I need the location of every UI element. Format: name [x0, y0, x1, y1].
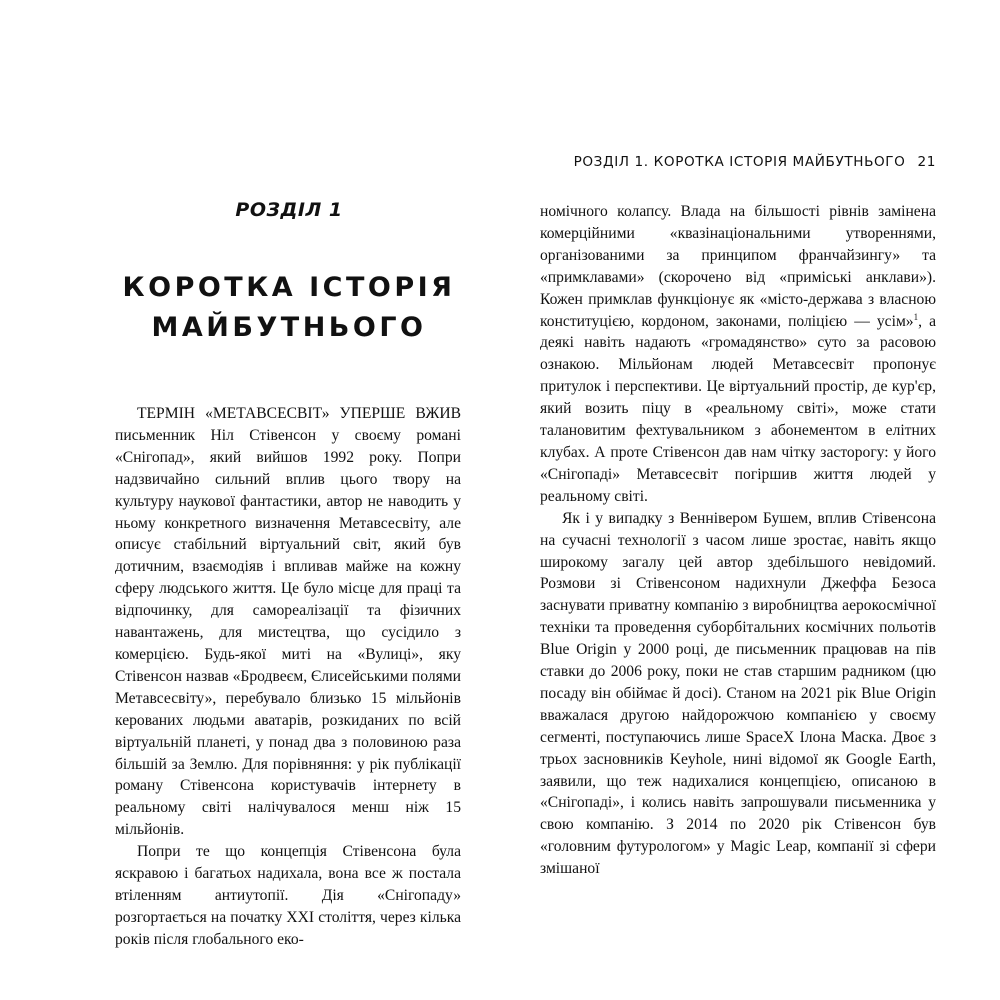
page-number: 21: [917, 154, 936, 170]
chapter-label: РОЗДІЛ 1: [235, 199, 343, 221]
right-page: [500, 0, 1000, 1000]
footnote-marker[interactable]: 1: [913, 311, 919, 322]
chapter-title-line-1: КОРОТКА ІСТОРІЯ: [122, 272, 456, 303]
running-head: [574, 154, 936, 170]
chapter-title: [112, 268, 466, 348]
chapter-title-line-2: МАЙБУТНЬОГО: [151, 312, 427, 343]
running-head-title: РОЗДІЛ 1. КОРОТКА ІСТОРІЯ МАЙБУТНЬОГО: [573, 154, 906, 170]
left-body-text: [115, 403, 461, 951]
paragraph-text: номічного колапсу. Влада на більшості рівнів замінена комерційними «квазінаціональними утвореннями, організованими за принципом франчайзингу» та «примклавами» (скорочено від «приміські анклави»). Кожен примклав функціонує як «місто-держава з власною конституцією, кордоном, законами, поліцією — усім»: [540, 203, 936, 330]
right-body-text: [540, 201, 936, 880]
body-paragraph: [540, 201, 936, 508]
body-paragraph: ТЕРМІН «МЕТАВСЕСВІТ» УПЕРШЕ ВЖИВ письменник Ніл Стівенсон у своєму романі «Снігопад», який вийшов 1992 року. Попри надзвичайно сильний вплив цього твору на культуру наукової фантастики, автор не наводить у ньому конкретного визначення Метавсесвіту, але описує стабільний віртуальний світ, який був дотичним, взаємодіяв і впливав майже на кожну сферу людського життя. Це було місце для праці та відпочинку, для самореалізації та фізичних навантажень, для мистецтва, що сусідило з комерцією. Будь-якої миті на «Вулиці», яку Стівенсон назвав «Бродвеєм, Єлисейськими полями Метавсесвіту», перебувало близько 15 мільйонів керованих людьми аватарів, розкиданих по всій віртуальній планеті, у понад два з половиною раза більшій за Землю. Для порівняння: у рік публікації роману Стівенсона користувачів інтернету в реальному світі налічувалося менш ніж 15 мільйонів.: [115, 405, 461, 839]
body-paragraph: Попри те що концепція Стівенсона була яскравою і багатьох надихала, вона все ж постала втіленням антиутопії. Дія «Снігопаду» розгортається на початку XXI століття, через кілька років після глобального еко-: [115, 843, 461, 948]
body-paragraph: Як і у випадку з Веннівером Бушем, вплив Стівенсона на сучасні технології з часом лише зростає, навіть якщо широкому загалу цей автор здебільшого невідомий. Розмови зі Стівенсоном надихнули Джеффа Безоса заснувати приватну компанію з виробництва аерокосмічної техніки та проведення суборбітальних космічних польотів Blue Origin у 2000 році, де письменник працював на пів ставки до 2006 року, поки не став старшим радником (цю посаду він обіймає й досі). Станом на 2021 рік Blue Origin вважалася другою найдорожчою компанією у своєму сегменті, поступаючись лише SpaceX Ілона Маска. Двоє з трьох засновників Keyhole, нині відомої як Google Earth, заявили, що теж надихалися концепцією, описаною в «Снігопаді», і колись навіть запрошували письменника у свою компанію. З 2014 по 2020 рік Стівенсон був «головним футурологом» у Magic Leap, компанії зі сфери змішаної: [540, 509, 936, 878]
paragraph-text: , а деякі навіть надають «громадянство» суто за расовою ознакою. Мільйонам людей Метавсесвіт пропонує притулок і перспективи. Це віртуальний простір, де кур'єр, який возить піцу в «реальному світі», може стати талановитим фехтувальником з абонементом в елітних клубах. А проте Стівенсон дав нам чітку засторогу: у його «Снігопаді» Метавсесвіт погіршив життя людей у реальному світі.: [540, 312, 936, 505]
